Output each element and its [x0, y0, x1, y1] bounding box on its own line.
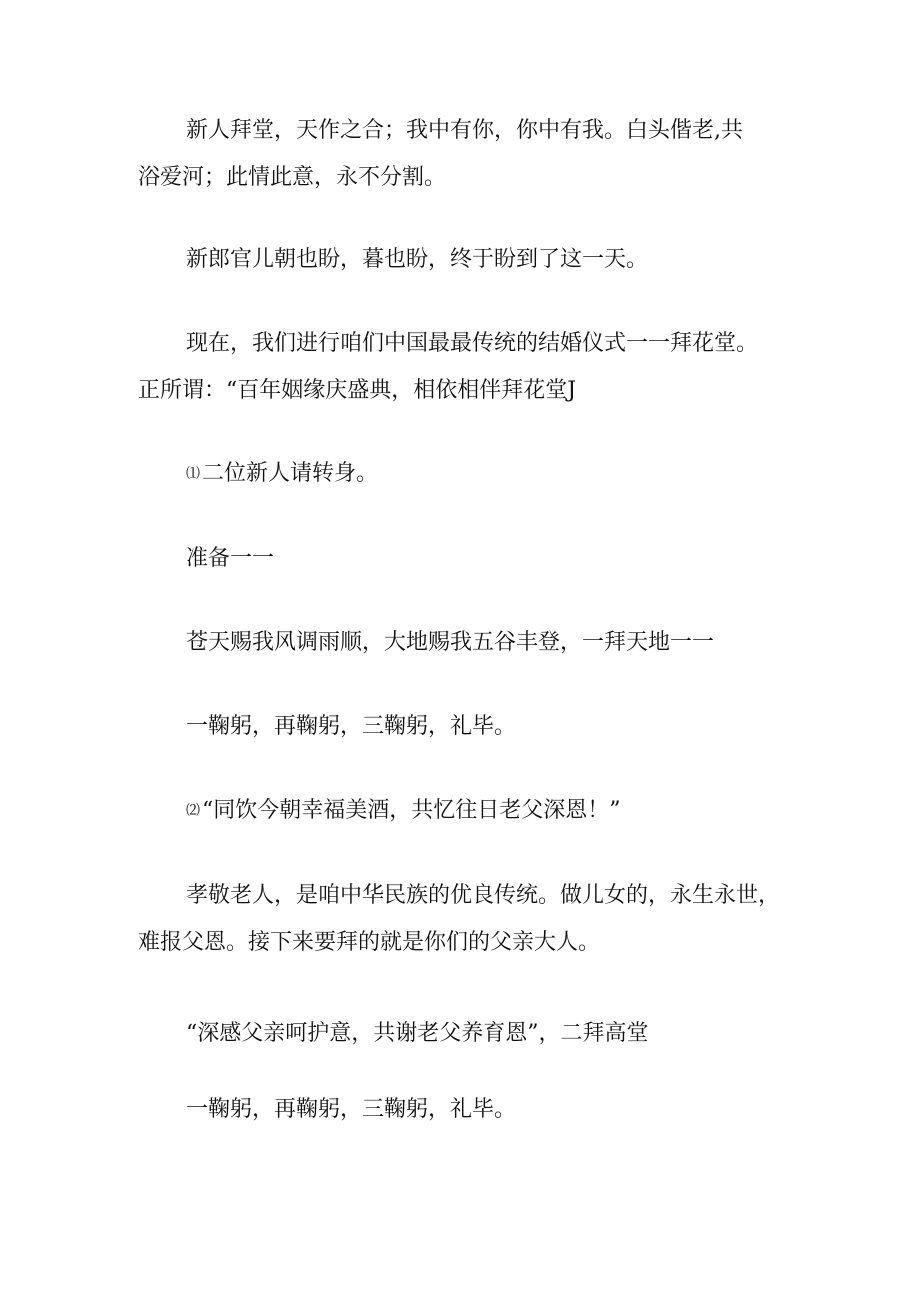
list-marker: ⑴ — [186, 466, 200, 482]
text-line: 正所谓：“百年姻缘庆盛典，相依相伴拜花堂J — [138, 378, 577, 403]
paragraph-turn-around — [138, 450, 788, 497]
paragraph-second-bow — [138, 1010, 788, 1057]
text-content: 二位新人请转身。 — [202, 461, 379, 486]
paragraph-blessing — [138, 107, 788, 201]
text-line: 苍天赐我风调雨顺，大地赐我五谷丰登，一拜天地一一 — [186, 630, 715, 655]
text-line: 一鞠躬，再鞠躬，三鞠躬，礼毕。 — [186, 714, 517, 739]
text-line: 新郎官儿朝也盼，暮也盼，终于盼到了这一天。 — [186, 247, 649, 272]
paragraph-heaven-earth — [138, 619, 788, 666]
paragraph-bow-1 — [138, 703, 788, 750]
paragraph-bow-2 — [138, 1086, 788, 1133]
text-line — [138, 450, 788, 497]
paragraph-ceremony-intro — [138, 320, 788, 414]
text-content: “同饮今朝幸福美酒，共忆往日老父深恩！” — [202, 798, 621, 823]
paragraph-prepare — [138, 535, 788, 582]
text-line: 一鞠躬，再鞠躬，三鞠躬，礼毕。 — [186, 1097, 517, 1122]
text-line: “深感父亲呵护意，共谢老父养育恩”，二拜高堂 — [186, 1021, 649, 1046]
text-line: 新人拜堂，天作之合；我中有你，你中有我。白头偕老,共 — [186, 118, 743, 143]
text-line — [138, 787, 788, 834]
text-line: 准备一一 — [186, 546, 275, 571]
paragraph-toast — [138, 787, 788, 834]
paragraph-filial-piety — [138, 872, 788, 966]
text-line: 浴爱河；此情此意，永不分割。 — [138, 165, 447, 190]
paragraph-groom — [138, 236, 788, 283]
text-line: 现在，我们进行咱们中国最最传统的结婚仪式一一拜花堂。 — [186, 331, 759, 356]
list-marker: ⑵ — [186, 803, 200, 819]
text-line: 难报父恩。接下来要拜的就是你们的父亲大人。 — [138, 930, 601, 955]
text-line: 孝敬老人，是咱中华民族的优良传统。做儿女的，永生永世， — [186, 883, 781, 908]
